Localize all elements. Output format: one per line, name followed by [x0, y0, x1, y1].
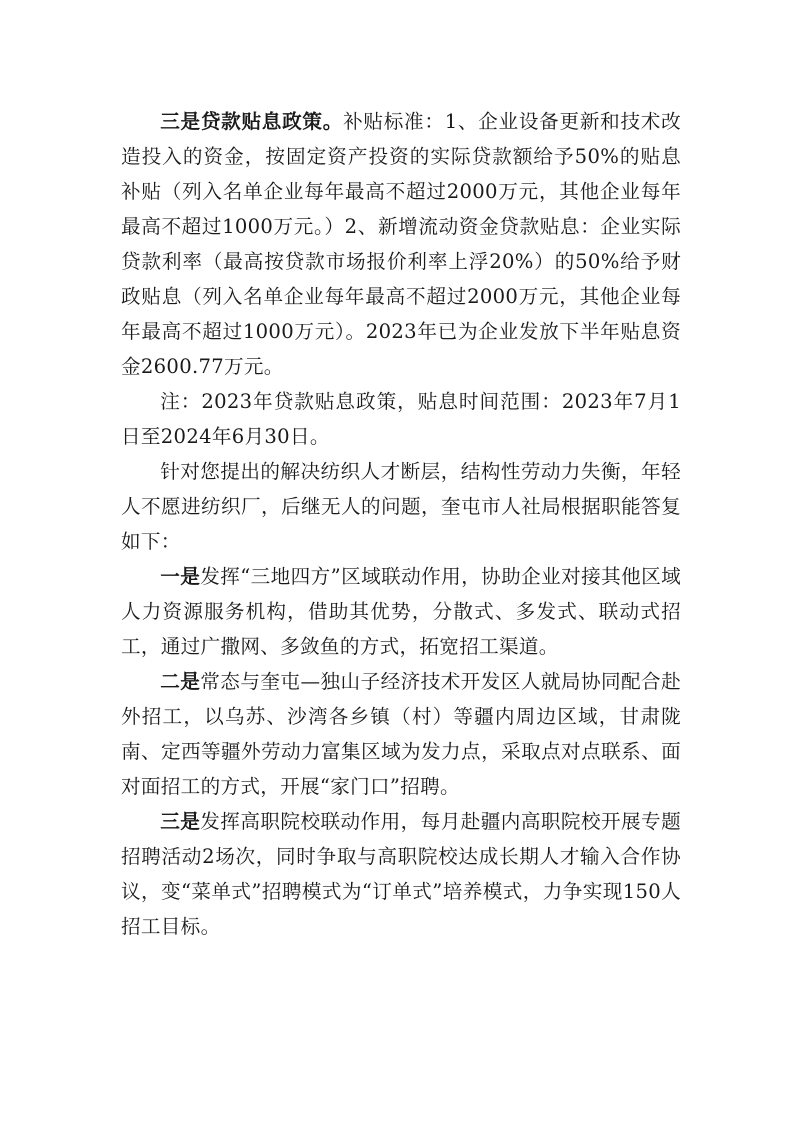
paragraph-point-two: [121, 664, 681, 804]
paragraph-lead: 三是贷款贴息政策。: [160, 110, 344, 133]
paragraph-text: 补贴标准：1、企业设备更新和技术改造投入的资金，按固定资产投资的实际贷款额给予50%的贴息补贴（列入名单企业每年最高不超过2000万元，其他企业每年最高不超过1000万元。）2、新增流动资金贷款贴息：企业实际贷款利率（最高按贷款市场报价利率上浮20%）的50%给予财政贴息（列入名单企业每年最高不超过2000万元，其他企业每年最高不超过1000万元）。2023年已为企业发放下半年贴息资金2600.77万元。: [121, 110, 681, 378]
paragraph-note: [121, 384, 681, 454]
paragraph-text: 发挥高职院校联动作用，每月赴疆内高职院校开展专题招聘活动2场次，同时争取与高职院校达成长期人才输入合作协议，变“菜单式”招聘模式为“订单式”培养模式，力争实现150人招工目标。: [121, 810, 681, 938]
paragraph-text: 针对您提出的解决纺织人才断层，结构性劳动力失衡，年轻人不愿进纺织厂，后继无人的问题，奎屯市人社局根据职能答复如下：: [121, 460, 681, 553]
paragraph-point-three: [121, 804, 681, 944]
paragraph-lead: 二是: [160, 670, 201, 693]
paragraph-text: 常态与奎屯—独山子经济技术开发区人就局协同配合赴外招工，以乌苏、沙湾各乡镇（村）等疆内周边区域，甘肃陇南、定西等疆外劳动力富集区域为发力点，采取点对点联系、面对面招工的方式，开展“家门口”招聘。: [121, 670, 681, 798]
paragraph-text: 注：2023年贷款贴息政策，贴息时间范围：2023年7月1日至2024年6月30日。: [121, 390, 681, 448]
paragraph-lead: 三是: [160, 810, 201, 833]
document-body: [121, 104, 681, 944]
paragraph-loan-subsidy-policy: [121, 104, 681, 384]
paragraph-lead: 一是: [160, 565, 201, 588]
paragraph-point-one: [121, 559, 681, 664]
paragraph-response-intro: [121, 454, 681, 559]
paragraph-text: 发挥“三地四方”区域联动作用，协助企业对接其他区域人力资源服务机构，借助其优势，分散式、多发式、联动式招工，通过广撒网、多敛鱼的方式，拓宽招工渠道。: [121, 565, 681, 658]
